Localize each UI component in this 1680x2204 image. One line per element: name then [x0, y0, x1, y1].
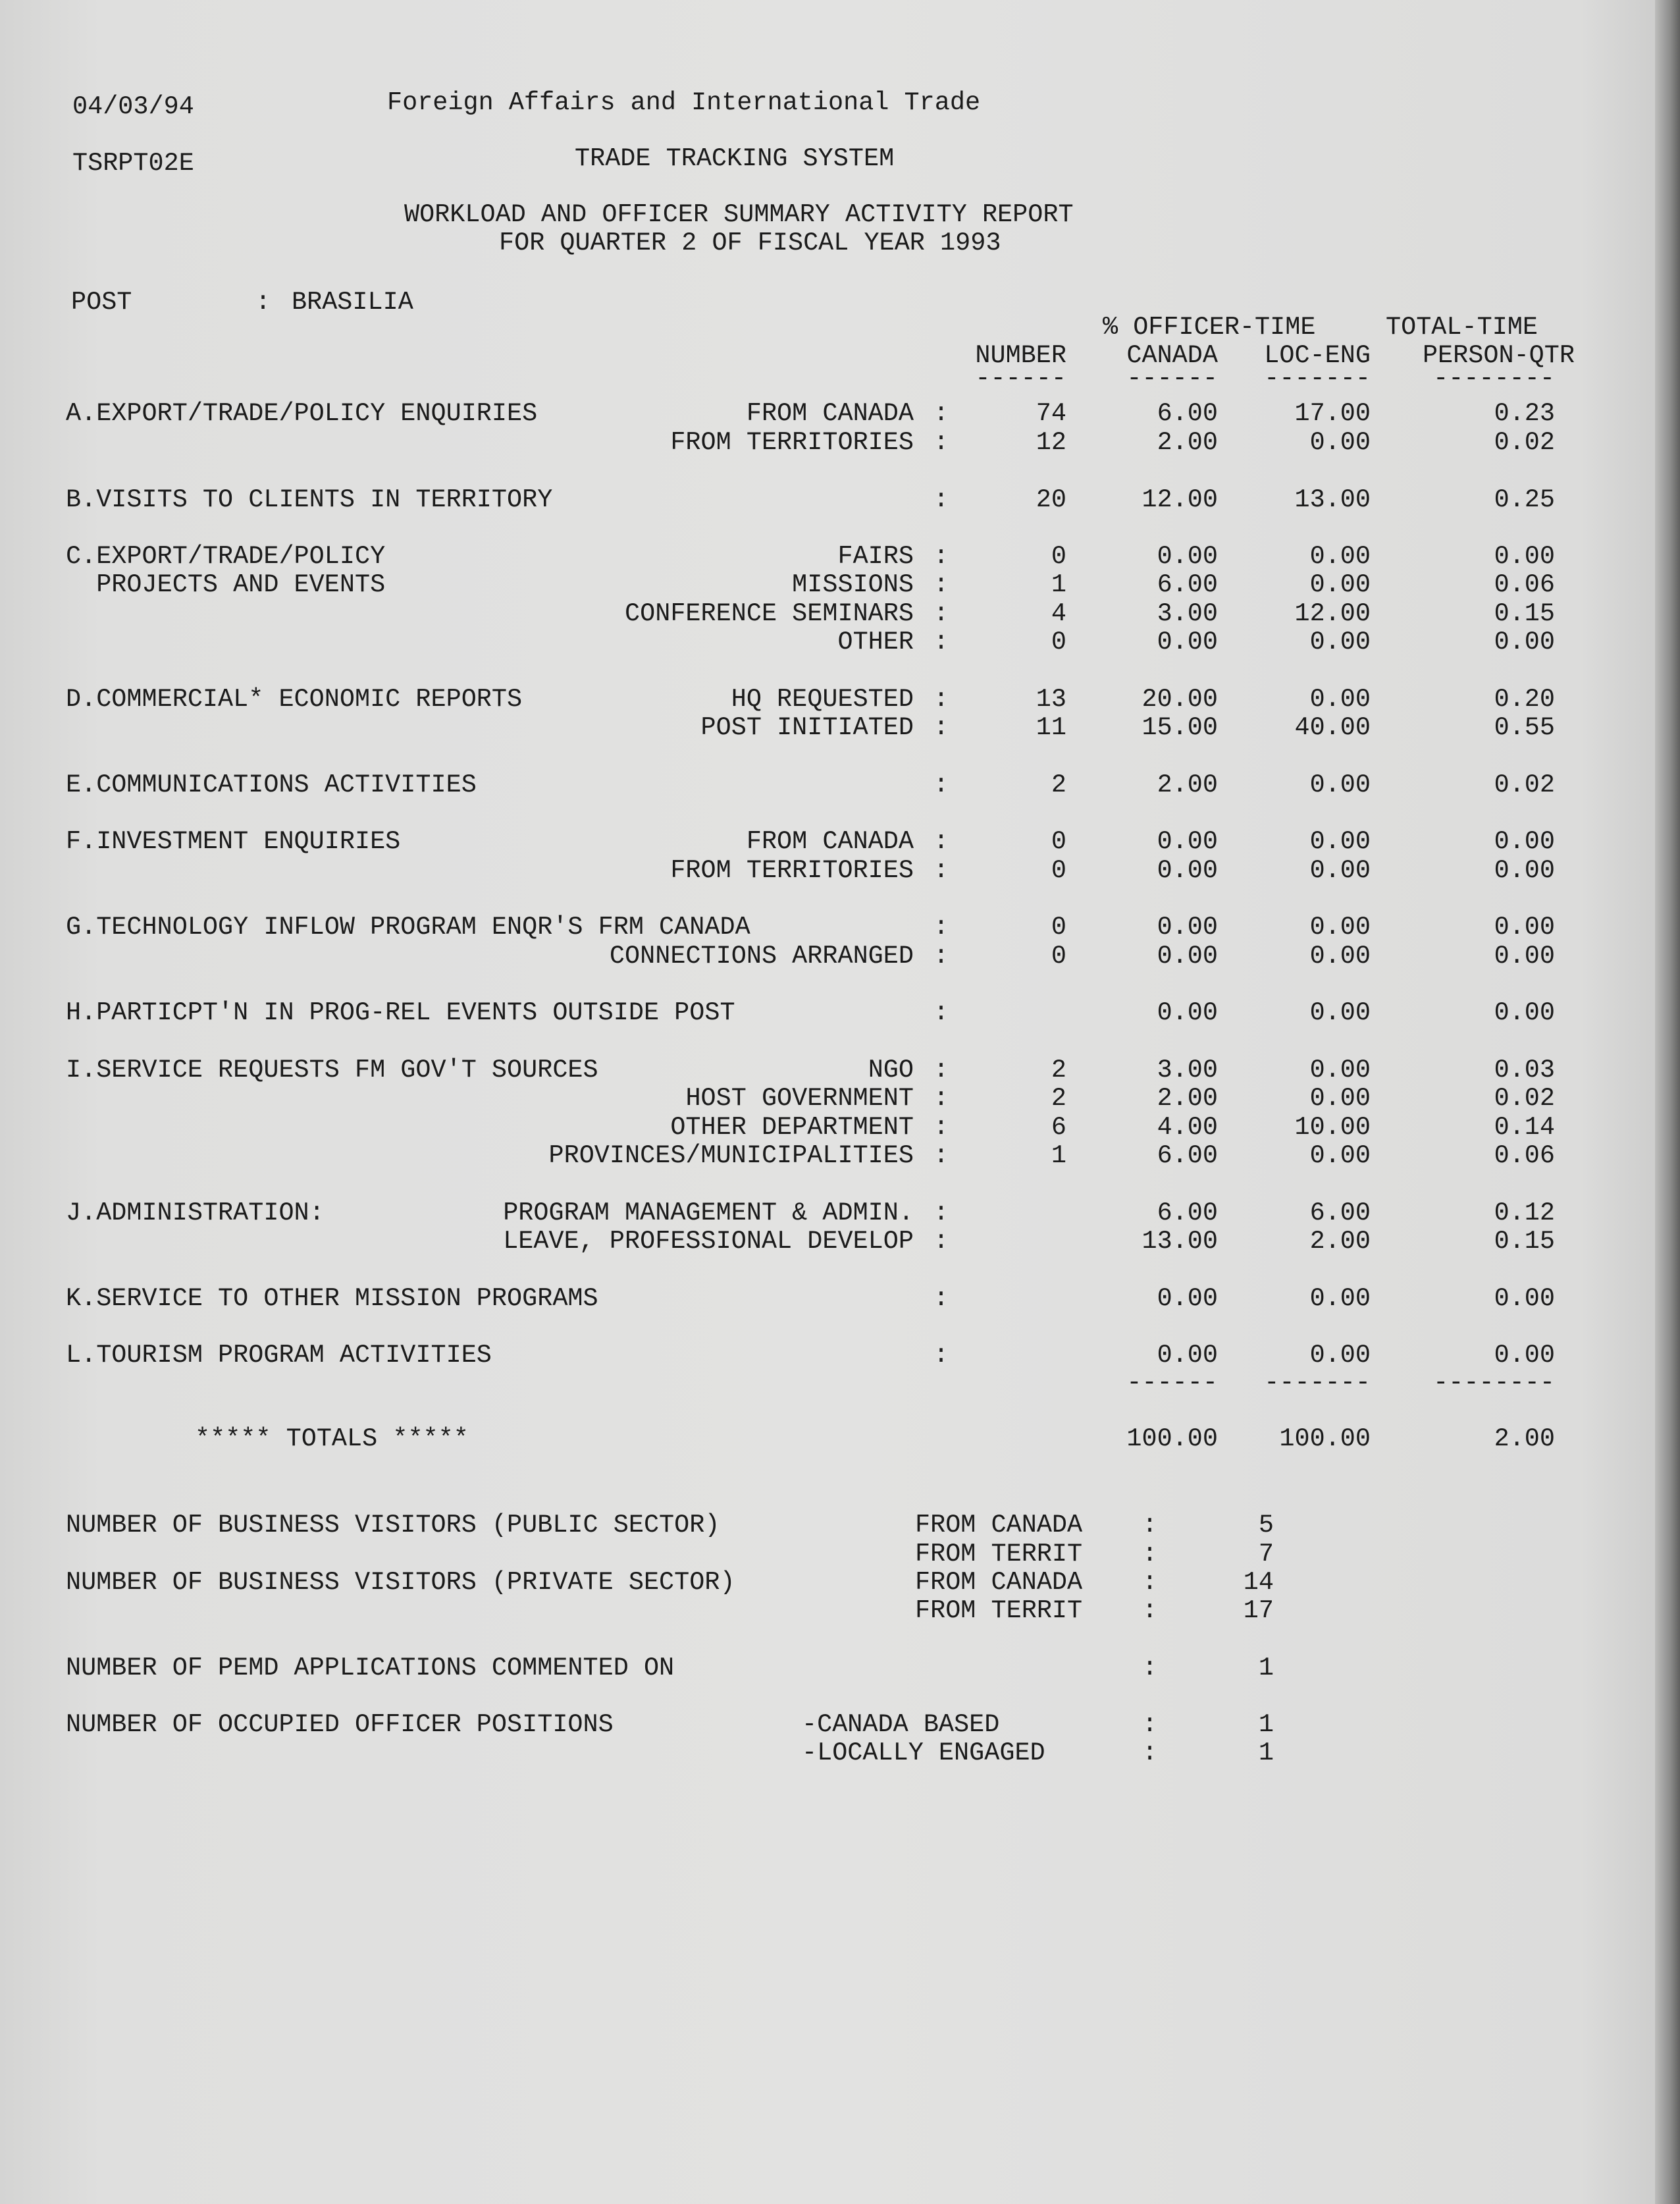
row-number: 2: [1051, 770, 1066, 799]
row-colon: :: [933, 685, 949, 714]
positions-canada-colon: :: [1142, 1710, 1158, 1739]
row-person-qtr: 0.00: [1494, 856, 1555, 885]
private-from-canada-value: 14: [1243, 1568, 1274, 1597]
row-canada-pct: 0.00: [1157, 628, 1218, 657]
row-number: 0: [1051, 542, 1066, 571]
row-loc-eng-pct: 0.00: [1309, 1341, 1371, 1370]
row-label: PROJECTS AND EVENTS: [66, 570, 386, 599]
row-number: 11: [1036, 713, 1066, 742]
row-loc-eng-pct: 0.00: [1309, 1141, 1371, 1170]
post-colon: :: [255, 288, 271, 317]
row-canada-pct: 6.00: [1157, 1198, 1218, 1227]
row-canada-pct: 0.00: [1157, 856, 1218, 885]
underline-person-qtr: --------: [1433, 364, 1555, 393]
row-sublabel: FROM CANADA: [746, 827, 914, 856]
row-canada-pct: 6.00: [1157, 1141, 1218, 1170]
row-loc-eng-pct: 0.00: [1309, 770, 1371, 799]
row-loc-eng-pct: 13.00: [1294, 485, 1371, 514]
row-loc-eng-pct: 0.00: [1309, 628, 1371, 657]
row-colon: :: [933, 856, 949, 885]
row-person-qtr: 0.55: [1494, 713, 1555, 742]
row-canada-pct: 12.00: [1142, 485, 1218, 514]
row-person-qtr: 0.06: [1494, 570, 1555, 599]
report-date: 04/03/94: [72, 92, 194, 121]
row-canada-pct: 3.00: [1157, 1056, 1218, 1085]
underline-canada: ------: [1126, 364, 1218, 393]
row-loc-eng-pct: 0.00: [1309, 1056, 1371, 1085]
row-person-qtr: 0.03: [1494, 1056, 1555, 1085]
row-canada-pct: 3.00: [1157, 599, 1218, 628]
row-loc-eng-pct: 0.00: [1309, 685, 1371, 714]
row-person-qtr: 0.06: [1494, 1141, 1555, 1170]
row-loc-eng-pct: 10.00: [1294, 1113, 1371, 1142]
row-number: 0: [1051, 856, 1066, 885]
row-label: K.SERVICE TO OTHER MISSION PROGRAMS: [66, 1284, 598, 1313]
totals-underline-canada: ------: [1126, 1368, 1218, 1397]
row-person-qtr: 0.00: [1494, 628, 1555, 657]
report-id: TSRPT02E: [72, 149, 194, 178]
totals-underline-person-qtr: --------: [1433, 1368, 1555, 1397]
row-canada-pct: 13.00: [1142, 1227, 1218, 1256]
row-sublabel: FROM TERRITORIES: [670, 428, 914, 457]
row-canada-pct: 4.00: [1157, 1113, 1218, 1142]
row-colon: :: [933, 570, 949, 599]
row-number: 74: [1036, 399, 1066, 428]
row-label: G.TECHNOLOGY INFLOW PROGRAM ENQR'S FRM CANADA: [66, 913, 750, 942]
row-canada-pct: 0.00: [1157, 1341, 1218, 1370]
report-title: WORKLOAD AND OFFICER SUMMARY ACTIVITY REPORT: [404, 200, 1074, 229]
row-label: I.SERVICE REQUESTS FM GOV'T SOURCES: [66, 1056, 598, 1085]
private-from-territ-colon: :: [1142, 1596, 1158, 1625]
row-person-qtr: 0.23: [1494, 399, 1555, 428]
row-person-qtr: 0.02: [1494, 1084, 1555, 1113]
row-loc-eng-pct: 0.00: [1309, 827, 1371, 856]
row-canada-pct: 2.00: [1157, 428, 1218, 457]
totals-canada: 100.00: [1126, 1424, 1218, 1453]
row-colon: :: [933, 485, 949, 514]
row-canada-pct: 20.00: [1142, 685, 1218, 714]
row-person-qtr: 0.00: [1494, 542, 1555, 571]
row-colon: :: [933, 1341, 949, 1370]
row-label: H.PARTICPT'N IN PROG-REL EVENTS OUTSIDE POST: [66, 998, 735, 1027]
positions-label: NUMBER OF OCCUPIED OFFICER POSITIONS: [66, 1710, 614, 1739]
row-loc-eng-pct: 0.00: [1309, 542, 1371, 571]
private-visitors-label: NUMBER OF BUSINESS VISITORS (PRIVATE SECTOR): [66, 1568, 735, 1597]
row-colon: :: [933, 1084, 949, 1113]
row-sublabel: FAIRS: [837, 542, 914, 571]
organization-name: Foreign Affairs and International Trade: [387, 88, 981, 117]
public-from-canada-colon: :: [1142, 1511, 1158, 1540]
row-sublabel: OTHER: [837, 628, 914, 657]
row-label: A.EXPORT/TRADE/POLICY ENQUIRIES: [66, 399, 538, 428]
positions-local-value: 1: [1258, 1738, 1274, 1767]
row-sublabel: LEAVE, PROFESSIONAL DEVELOP: [503, 1227, 914, 1256]
row-person-qtr: 0.15: [1494, 599, 1555, 628]
row-label: C.EXPORT/TRADE/POLICY: [66, 542, 386, 571]
row-number: 0: [1051, 942, 1066, 971]
pemd-label: NUMBER OF PEMD APPLICATIONS COMMENTED ON: [66, 1653, 675, 1682]
public-visitors-label: NUMBER OF BUSINESS VISITORS (PUBLIC SECTOR): [66, 1511, 720, 1540]
row-canada-pct: 0.00: [1157, 1284, 1218, 1313]
row-canada-pct: 6.00: [1157, 399, 1218, 428]
row-person-qtr: 0.00: [1494, 1341, 1555, 1370]
row-sublabel: NGO: [868, 1056, 914, 1085]
page-edge-shadow: [1655, 0, 1680, 2204]
totals-label: ***** TOTALS *****: [195, 1424, 469, 1453]
private-from-territ-value: 17: [1243, 1596, 1274, 1625]
row-canada-pct: 0.00: [1157, 913, 1218, 942]
pemd-value: 1: [1258, 1653, 1274, 1682]
row-number: 20: [1036, 485, 1066, 514]
row-colon: :: [933, 913, 949, 942]
row-number: 12: [1036, 428, 1066, 457]
header-loc-eng: LOC-ENG: [1264, 341, 1371, 370]
row-colon: :: [933, 1056, 949, 1085]
system-name: TRADE TRACKING SYSTEM: [575, 144, 895, 173]
row-person-qtr: 0.02: [1494, 428, 1555, 457]
row-colon: :: [933, 1113, 949, 1142]
row-sublabel: HOST GOVERNMENT: [685, 1084, 914, 1113]
row-sublabel: CONNECTIONS ARRANGED: [609, 942, 914, 971]
public-from-canada-label: FROM CANADA: [915, 1511, 1083, 1540]
row-colon: :: [933, 542, 949, 571]
row-loc-eng-pct: 40.00: [1294, 713, 1371, 742]
row-person-qtr: 0.00: [1494, 942, 1555, 971]
row-person-qtr: 0.00: [1494, 1284, 1555, 1313]
header-total-time: TOTAL-TIME: [1386, 313, 1538, 342]
row-loc-eng-pct: 0.00: [1309, 1084, 1371, 1113]
totals-underline-loc-eng: -------: [1264, 1368, 1371, 1397]
header-person-qtr: PERSON-QTR: [1422, 341, 1575, 370]
row-loc-eng-pct: 0.00: [1309, 1284, 1371, 1313]
row-loc-eng-pct: 0.00: [1309, 570, 1371, 599]
public-from-territ-value: 7: [1258, 1540, 1274, 1569]
row-number: 0: [1051, 827, 1066, 856]
row-sublabel: OTHER DEPARTMENT: [670, 1113, 914, 1142]
row-label: L.TOURISM PROGRAM ACTIVITIES: [66, 1341, 492, 1370]
row-person-qtr: 0.00: [1494, 827, 1555, 856]
row-loc-eng-pct: 6.00: [1309, 1198, 1371, 1227]
row-colon: :: [933, 1284, 949, 1313]
post-label: POST: [71, 288, 132, 317]
row-colon: :: [933, 998, 949, 1027]
row-canada-pct: 2.00: [1157, 770, 1218, 799]
positions-canada-label: -CANADA BASED: [802, 1710, 1000, 1739]
private-from-territ-label: FROM TERRIT: [915, 1596, 1083, 1625]
row-label: E.COMMUNICATIONS ACTIVITIES: [66, 770, 477, 799]
row-sublabel: CONFERENCE SEMINARS: [625, 599, 914, 628]
row-loc-eng-pct: 0.00: [1309, 856, 1371, 885]
row-canada-pct: 2.00: [1157, 1084, 1218, 1113]
row-person-qtr: 0.02: [1494, 770, 1555, 799]
row-canada-pct: 0.00: [1157, 942, 1218, 971]
row-colon: :: [933, 827, 949, 856]
row-loc-eng-pct: 17.00: [1294, 399, 1371, 428]
row-canada-pct: 0.00: [1157, 827, 1218, 856]
row-label: J.ADMINISTRATION:: [66, 1198, 325, 1227]
public-from-territ-label: FROM TERRIT: [915, 1540, 1083, 1569]
row-person-qtr: 0.12: [1494, 1198, 1555, 1227]
row-number: 2: [1051, 1056, 1066, 1085]
row-colon: :: [933, 428, 949, 457]
row-sublabel: MISSIONS: [792, 570, 914, 599]
row-canada-pct: 0.00: [1157, 998, 1218, 1027]
row-colon: :: [933, 770, 949, 799]
row-label: F.INVESTMENT ENQUIRIES: [66, 827, 401, 856]
row-loc-eng-pct: 0.00: [1309, 428, 1371, 457]
row-person-qtr: 0.20: [1494, 685, 1555, 714]
header-canada: CANADA: [1126, 341, 1218, 370]
positions-canada-value: 1: [1258, 1710, 1274, 1739]
row-sublabel: PROVINCES/MUNICIPALITIES: [548, 1141, 914, 1170]
row-canada-pct: 6.00: [1157, 570, 1218, 599]
totals-loc-eng: 100.00: [1279, 1424, 1371, 1453]
post-value: BRASILIA: [292, 288, 413, 317]
row-number: 1: [1051, 1141, 1066, 1170]
header-number: NUMBER: [975, 341, 1066, 370]
pemd-colon: :: [1142, 1653, 1158, 1682]
row-colon: :: [933, 399, 949, 428]
row-sublabel: HQ REQUESTED: [731, 685, 914, 714]
public-from-territ-colon: :: [1142, 1540, 1158, 1569]
row-number: 0: [1051, 628, 1066, 657]
row-sublabel: FROM TERRITORIES: [670, 856, 914, 885]
row-number: 13: [1036, 685, 1066, 714]
row-person-qtr: 0.14: [1494, 1113, 1555, 1142]
row-sublabel: PROGRAM MANAGEMENT & ADMIN.: [503, 1198, 914, 1227]
row-colon: :: [933, 1227, 949, 1256]
row-number: 0: [1051, 913, 1066, 942]
row-label: B.VISITS TO CLIENTS IN TERRITORY: [66, 485, 553, 514]
row-person-qtr: 0.25: [1494, 485, 1555, 514]
row-loc-eng-pct: 0.00: [1309, 942, 1371, 971]
row-person-qtr: 0.00: [1494, 998, 1555, 1027]
public-from-canada-value: 5: [1258, 1511, 1274, 1540]
row-canada-pct: 0.00: [1157, 542, 1218, 571]
row-canada-pct: 15.00: [1142, 713, 1218, 742]
row-colon: :: [933, 942, 949, 971]
row-loc-eng-pct: 0.00: [1309, 913, 1371, 942]
row-colon: :: [933, 599, 949, 628]
row-person-qtr: 0.00: [1494, 913, 1555, 942]
row-sublabel: POST INITIATED: [700, 713, 914, 742]
row-number: 6: [1051, 1113, 1066, 1142]
row-sublabel: FROM CANADA: [746, 399, 914, 428]
row-colon: :: [933, 1198, 949, 1227]
row-colon: :: [933, 713, 949, 742]
row-label: D.COMMERCIAL* ECONOMIC REPORTS: [66, 685, 523, 714]
underline-loc-eng: -------: [1264, 364, 1371, 393]
private-from-canada-colon: :: [1142, 1568, 1158, 1597]
row-person-qtr: 0.15: [1494, 1227, 1555, 1256]
row-colon: :: [933, 1141, 949, 1170]
underline-number: ------: [975, 364, 1066, 393]
row-loc-eng-pct: 0.00: [1309, 998, 1371, 1027]
row-colon: :: [933, 628, 949, 657]
row-loc-eng-pct: 12.00: [1294, 599, 1371, 628]
row-loc-eng-pct: 2.00: [1309, 1227, 1371, 1256]
report-subtitle: FOR QUARTER 2 OF FISCAL YEAR 1993: [499, 228, 1001, 257]
row-number: 4: [1051, 599, 1066, 628]
positions-local-colon: :: [1142, 1738, 1158, 1767]
row-number: 2: [1051, 1084, 1066, 1113]
totals-person-qtr: 2.00: [1494, 1424, 1555, 1453]
row-number: 1: [1051, 570, 1066, 599]
positions-local-label: -LOCALLY ENGAGED: [802, 1738, 1045, 1767]
private-from-canada-label: FROM CANADA: [915, 1568, 1083, 1597]
header-officer-time: % OFFICER-TIME: [1103, 313, 1316, 342]
